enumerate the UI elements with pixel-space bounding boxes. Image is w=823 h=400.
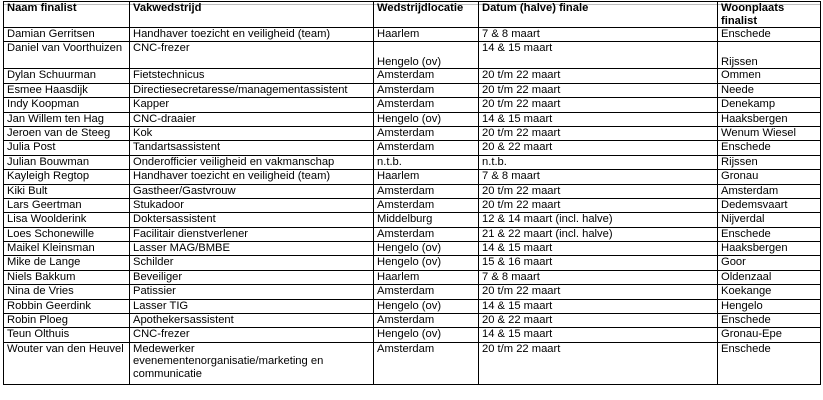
cell-date	[479, 270, 718, 284]
cell-date	[479, 83, 718, 97]
cell-date-text: 20 t/m 22 maart	[482, 184, 561, 197]
cell-location	[374, 98, 479, 112]
cell-location	[374, 28, 479, 42]
cell-location-text: Amsterdam	[377, 141, 435, 154]
cell-name	[4, 285, 130, 299]
cell-name	[4, 141, 130, 155]
cell-name-text: Damian Gerritsen	[7, 28, 95, 40]
cell-location-text: Middelburg	[377, 213, 433, 226]
cell-name-text: Indy Koopman	[7, 98, 80, 111]
cell-trade	[130, 141, 374, 155]
cell-residence	[718, 227, 821, 241]
cell-residence-text: Haaksbergen	[721, 242, 788, 255]
cell-trade	[130, 83, 374, 97]
cell-name	[4, 112, 130, 126]
cell-trade	[130, 242, 374, 256]
cell-location-text: Amsterdam	[377, 184, 435, 197]
cell-name	[4, 242, 130, 256]
cell-name	[4, 126, 130, 140]
table-row	[4, 270, 821, 284]
cell-trade-text: Lasser TIG	[133, 299, 189, 312]
cell-trade	[130, 285, 374, 299]
cell-trade-text: Fietstechnicus	[133, 69, 205, 82]
cell-name	[4, 256, 130, 270]
cell-date	[479, 126, 718, 140]
cell-residence-text: Denekamp	[721, 98, 776, 111]
cell-residence-text: Enschede	[721, 314, 771, 327]
cell-residence	[718, 299, 821, 313]
cell-trade-text: Kapper	[133, 98, 170, 111]
cell-residence	[718, 184, 821, 198]
cell-date-text: 20 t/m 22 maart	[482, 83, 561, 96]
cell-date	[479, 198, 718, 212]
cell-trade-text: Handhaver toezicht en veiligheid (team)	[133, 28, 331, 40]
header-location: Wedstrijdlocatie	[374, 2, 479, 28]
cell-date-text: 20 t/m 22 maart	[482, 342, 561, 355]
cell-name	[4, 314, 130, 328]
cell-name-text: Maikel Kleinsman	[7, 242, 95, 255]
cell-residence-text: Rijssen	[721, 55, 758, 68]
cell-name-text: Lisa Woolderink	[7, 213, 87, 226]
cell-location	[374, 342, 479, 384]
cell-location	[374, 184, 479, 198]
cell-residence-text: Koekange	[721, 285, 772, 298]
cell-name-text: Kiki Bult	[7, 184, 48, 197]
cell-name-text: Julia Post	[7, 141, 56, 154]
cell-location	[374, 227, 479, 241]
cell-date	[479, 227, 718, 241]
cell-location-text: Amsterdam	[377, 227, 435, 240]
cell-residence	[718, 213, 821, 227]
cell-trade-text: Kok	[133, 126, 153, 139]
cell-date-text: 20 t/m 22 maart	[482, 285, 561, 298]
cell-trade	[130, 256, 374, 270]
cell-residence	[718, 69, 821, 83]
cell-trade-text: Handhaver toezicht en veiligheid (team)	[133, 170, 331, 183]
cell-location-text: Hengelo (ov)	[377, 112, 442, 125]
cell-name	[4, 184, 130, 198]
cell-name-text: Wouter van den Heuvel	[7, 342, 124, 355]
cell-name	[4, 170, 130, 184]
header-residence-label: Woonplaats finalist	[721, 2, 785, 27]
cell-date-text: 7 & 8 maart	[482, 170, 540, 183]
cell-name	[4, 28, 130, 42]
header-name: Naam finalist	[4, 2, 130, 28]
cell-residence	[718, 98, 821, 112]
cell-date-text: 20 t/m 22 maart	[482, 69, 561, 82]
table-row	[4, 28, 821, 42]
cell-date-text: 12 & 14 maart (incl. halve)	[482, 213, 613, 226]
cell-date	[479, 112, 718, 126]
cell-date-text: 20 & 22 maart	[482, 314, 553, 327]
cell-location	[374, 270, 479, 284]
cell-residence	[718, 42, 821, 69]
cell-trade-text: Lasser MAG/BMBE	[133, 242, 230, 255]
cell-name	[4, 198, 130, 212]
cell-date-text: 20 t/m 22 maart	[482, 198, 561, 211]
table-row	[4, 83, 821, 97]
cell-residence	[718, 155, 821, 169]
cell-name	[4, 299, 130, 313]
cell-residence	[718, 314, 821, 328]
cell-residence-text: Rijssen	[721, 155, 758, 168]
cell-date-text: 20 t/m 22 maart	[482, 98, 561, 111]
cell-residence	[718, 256, 821, 270]
cell-location	[374, 112, 479, 126]
table-row	[4, 213, 821, 227]
cell-trade-text: Tandartsassistent	[133, 141, 221, 154]
cell-trade-text: CNC-frezer	[133, 42, 190, 55]
cell-location-text: Amsterdam	[377, 83, 435, 96]
table-row	[4, 170, 821, 184]
table-row	[4, 141, 821, 155]
cell-trade-text: Apothekersassistent	[133, 314, 234, 327]
cell-date-text: 14 & 15 maart	[482, 42, 553, 55]
cell-residence	[718, 285, 821, 299]
cell-name-text: Julian Bouwman	[7, 155, 90, 168]
cell-date-text: 20 & 22 maart	[482, 141, 553, 154]
cell-name	[4, 42, 130, 69]
cell-trade	[130, 328, 374, 342]
cell-date	[479, 314, 718, 328]
cell-trade-text: Gastheer/Gastvrouw	[133, 184, 236, 197]
cell-trade	[130, 98, 374, 112]
table-row	[4, 198, 821, 212]
cell-residence-text: Enschede	[721, 227, 771, 240]
cell-residence-text: Oldenzaal	[721, 270, 772, 283]
cell-location	[374, 198, 479, 212]
cell-date	[479, 155, 718, 169]
table-row	[4, 112, 821, 126]
cell-date-text: 14 & 15 maart	[482, 242, 553, 255]
cell-trade-text: Medewerker evenementenorganisatie/marketing en communicatie	[133, 342, 324, 380]
cell-location-text: Hengelo (ov)	[377, 299, 442, 312]
cell-residence	[718, 270, 821, 284]
cell-date	[479, 328, 718, 342]
cell-residence-text: Nijverdal	[721, 213, 765, 226]
cell-residence-text: Wenum Wiesel	[721, 126, 797, 139]
cell-residence-text: Gronau-Epe	[721, 328, 782, 341]
cell-location-text: Amsterdam	[377, 285, 435, 298]
cell-trade	[130, 314, 374, 328]
cell-name-text: Lars Geertman	[7, 198, 82, 211]
cell-date-text: 15 & 16 maart	[482, 256, 553, 269]
cell-trade	[130, 28, 374, 42]
cell-location-text: Amsterdam	[377, 314, 435, 327]
cell-location	[374, 170, 479, 184]
cell-name	[4, 155, 130, 169]
table-row	[4, 314, 821, 328]
table-row	[4, 285, 821, 299]
table-row	[4, 328, 821, 342]
cell-date	[479, 141, 718, 155]
cell-date	[479, 69, 718, 83]
cell-trade-text: Onderofficier veiligheid en vakmanschap	[133, 155, 335, 168]
cell-date	[479, 342, 718, 384]
cell-trade-text: Facilitair dienstverlener	[133, 227, 249, 240]
cell-trade	[130, 227, 374, 241]
cell-location-text: Amsterdam	[377, 126, 435, 139]
cell-location	[374, 314, 479, 328]
cell-residence-text: Enschede	[721, 342, 771, 355]
table-row	[4, 42, 821, 69]
cell-name-text: Nina de Vries	[7, 285, 74, 298]
cell-date-text: 20 t/m 22 maart	[482, 126, 561, 139]
cell-trade	[130, 42, 374, 69]
cell-location	[374, 213, 479, 227]
cell-trade	[130, 270, 374, 284]
cell-trade	[130, 342, 374, 384]
table-row	[4, 299, 821, 313]
cell-residence-text: Haaksbergen	[721, 112, 788, 125]
cell-residence	[718, 242, 821, 256]
cell-location-text: Amsterdam	[377, 98, 435, 111]
cell-residence-text: Dedemsvaart	[721, 198, 788, 211]
cell-location-text: Haarlem	[377, 170, 420, 183]
table-row	[4, 242, 821, 256]
cell-location	[374, 126, 479, 140]
cell-trade-text: CNC-draaier	[133, 112, 196, 125]
header-date: Datum (halve) finale	[479, 2, 718, 28]
cell-name-text: Esmee Haasdijk	[7, 83, 88, 96]
cell-date-text: 7 & 8 maart	[482, 28, 540, 40]
cell-location	[374, 155, 479, 169]
cell-date-text: 14 & 15 maart	[482, 112, 553, 125]
cell-name-text: Robin Ploeg	[7, 314, 68, 327]
cell-trade-text: Beveiliger	[133, 270, 183, 283]
cell-residence-text: Neede	[721, 83, 754, 96]
cell-residence	[718, 83, 821, 97]
cell-residence	[718, 112, 821, 126]
cell-name-text: Loes Schonewille	[7, 227, 95, 240]
cell-date-text: n.t.b.	[482, 155, 507, 168]
cell-trade	[130, 69, 374, 83]
cell-location	[374, 141, 479, 155]
cell-name	[4, 328, 130, 342]
cell-name-text: Dylan Schuurman	[7, 69, 96, 82]
header-trade: Vakwedstrijd	[130, 2, 374, 28]
cell-residence-text: Amsterdam	[721, 184, 779, 197]
cell-location-text: n.t.b.	[377, 155, 402, 168]
cell-name	[4, 213, 130, 227]
cell-date	[479, 242, 718, 256]
cell-location-text: Haarlem	[377, 28, 420, 40]
cell-trade-text: Stukadoor	[133, 198, 184, 211]
cell-trade-text: Patissier	[133, 285, 176, 298]
cell-location-text: Amsterdam	[377, 198, 435, 211]
table-row	[4, 184, 821, 198]
cell-residence-text: Hengelo	[721, 299, 763, 312]
cell-date	[479, 256, 718, 270]
table-row	[4, 155, 821, 169]
cell-residence	[718, 198, 821, 212]
cell-residence-text: Gronau	[721, 170, 759, 183]
cell-date	[479, 285, 718, 299]
cell-trade-text: CNC-frezer	[133, 328, 190, 341]
cell-date	[479, 42, 718, 69]
cell-location-text: Hengelo (ov)	[377, 256, 442, 269]
cell-name	[4, 69, 130, 83]
cell-date	[479, 98, 718, 112]
cell-location	[374, 42, 479, 69]
table-row	[4, 342, 821, 384]
cell-name-text: Mike de Lange	[7, 256, 81, 269]
cell-location	[374, 69, 479, 83]
cell-location	[374, 299, 479, 313]
cell-trade	[130, 299, 374, 313]
cell-name-text: Teun Olthuis	[7, 328, 70, 341]
cell-date-text: 21 & 22 maart (incl. halve)	[482, 227, 613, 240]
cell-location	[374, 328, 479, 342]
cell-residence	[718, 328, 821, 342]
cell-residence	[718, 141, 821, 155]
cell-trade-text: Directiesecretaresse/managementassistent	[133, 83, 348, 96]
cell-residence-text: Enschede	[721, 141, 771, 154]
finalists-table	[3, 1, 821, 385]
cell-name-text: Robbin Geerdink	[7, 299, 91, 312]
cell-location	[374, 242, 479, 256]
table-row	[4, 69, 821, 83]
cell-name-text: Jeroen van de Steeg	[7, 126, 111, 139]
cell-date-text: 14 & 15 maart	[482, 299, 553, 312]
table-header-row	[4, 2, 821, 28]
cell-trade	[130, 184, 374, 198]
cell-date	[479, 28, 718, 42]
cell-location-text: Hengelo (ov)	[377, 328, 442, 341]
table-row	[4, 98, 821, 112]
cell-name-text: Daniel van Voorthuizen	[7, 42, 123, 55]
table-row	[4, 126, 821, 140]
cell-name-text: Niels Bakkum	[7, 270, 76, 283]
cell-trade	[130, 170, 374, 184]
cell-location	[374, 285, 479, 299]
header-residence	[718, 2, 821, 28]
cell-trade	[130, 155, 374, 169]
cell-name	[4, 270, 130, 284]
cell-residence-text: Goor	[721, 256, 746, 269]
cell-residence	[718, 28, 821, 42]
cell-date	[479, 170, 718, 184]
cell-location-text: Amsterdam	[377, 342, 435, 355]
cell-residence	[718, 126, 821, 140]
cell-location	[374, 83, 479, 97]
cell-trade	[130, 126, 374, 140]
table-row	[4, 227, 821, 241]
cell-location	[374, 256, 479, 270]
cell-location-text: Hengelo (ov)	[377, 55, 442, 68]
cell-residence-text: Enschede	[721, 28, 771, 40]
cell-trade	[130, 112, 374, 126]
cell-date	[479, 299, 718, 313]
cell-trade	[130, 198, 374, 212]
cell-trade-text: Doktersassistent	[133, 213, 216, 226]
cell-name-text: Jan Willem ten Hag	[7, 112, 104, 125]
cell-name-text: Kayleigh Regtop	[7, 170, 90, 183]
cell-date	[479, 213, 718, 227]
cell-residence	[718, 170, 821, 184]
cell-location-text: Amsterdam	[377, 69, 435, 82]
cell-residence-text: Ommen	[721, 69, 761, 82]
cell-trade	[130, 213, 374, 227]
cell-date-text: 7 & 8 maart	[482, 270, 540, 283]
cell-trade-text: Schilder	[133, 256, 174, 269]
table-row	[4, 256, 821, 270]
cell-name	[4, 98, 130, 112]
cell-date	[479, 184, 718, 198]
cell-location-text: Hengelo (ov)	[377, 242, 442, 255]
cell-name	[4, 227, 130, 241]
cell-name	[4, 83, 130, 97]
cell-location-text: Haarlem	[377, 270, 420, 283]
cell-name	[4, 342, 130, 384]
cell-residence	[718, 342, 821, 384]
cell-date-text: 14 & 15 maart	[482, 328, 553, 341]
